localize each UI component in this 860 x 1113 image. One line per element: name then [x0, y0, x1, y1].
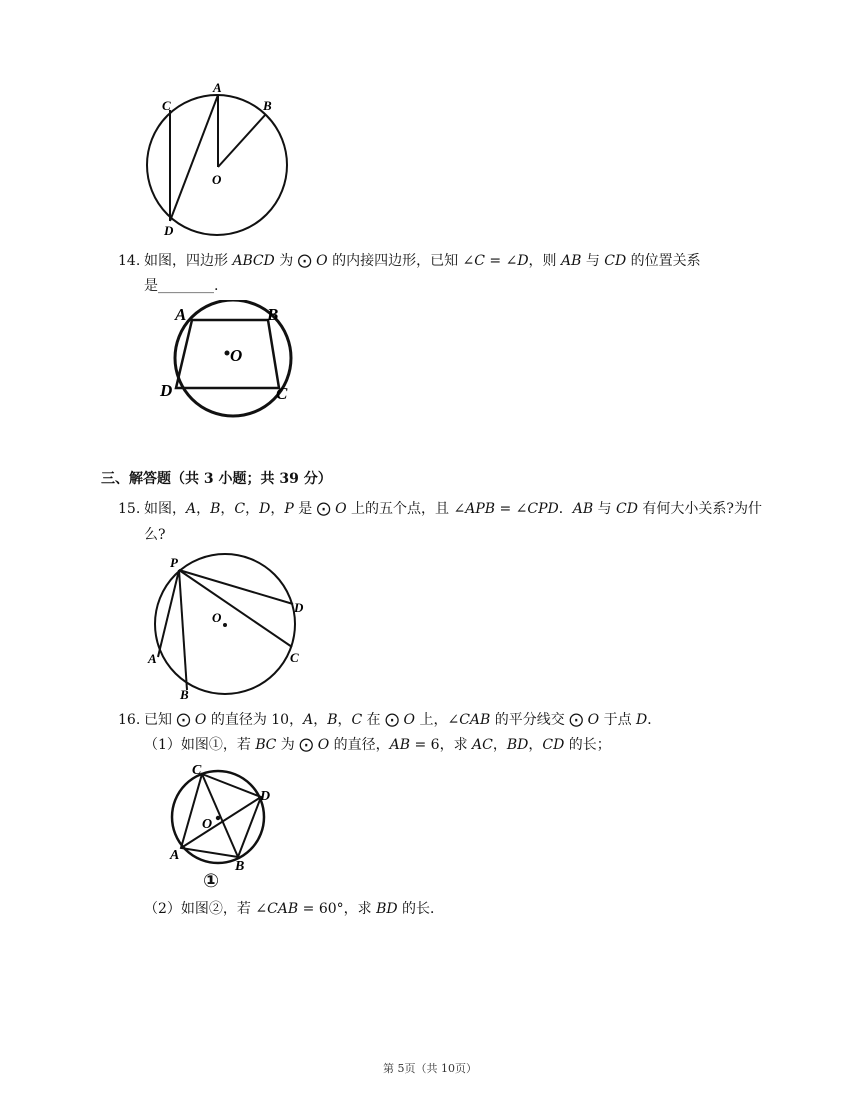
- segment-da: [170, 95, 218, 221]
- q14-text-line1: 如图，四边形 𝐴𝐵𝐶𝐷 为 ⨀ 𝑂 的内接四边形，已知 ∠𝐶 = ∠𝐷，则 𝐴𝐵 与 𝐶𝐷 的位置关系: [144, 253, 701, 269]
- figure-q16-1: [165, 760, 285, 895]
- q14-number: 14.: [118, 253, 141, 269]
- label-c: C: [276, 384, 288, 403]
- label-a: A: [175, 305, 187, 324]
- label-o: O: [212, 610, 222, 625]
- q15-text-line1: 如图，𝐴，𝐵，𝐶，𝐷，𝑃 是 ⨀ 𝑂 上的五个点，且 ∠𝐴𝑃𝐵 = ∠𝐶𝑃𝐷．𝐴𝐵 与 𝐶𝐷 有何大小关系?为什: [144, 501, 762, 517]
- center-dot: [223, 623, 227, 627]
- figure-q14: [155, 300, 305, 425]
- label-o: O: [202, 817, 213, 832]
- center-dot: [225, 351, 230, 356]
- q16-text-line1: 已知 ⨀ 𝑂 的直径为 10，𝐴，𝐵，𝐶 在 ⨀ 𝑂 上，∠𝐶𝐴𝐵 的平分线交 ⨀ 𝑂 于点 𝐷．: [144, 712, 662, 728]
- label-a: A: [213, 80, 222, 95]
- q16-number: 16.: [118, 712, 141, 728]
- label-b: B: [263, 98, 272, 113]
- segment-pb: [179, 570, 187, 690]
- label-c: C: [192, 763, 202, 778]
- label-d: D: [260, 789, 271, 804]
- figure-q15: [142, 552, 312, 702]
- label-d: D: [160, 381, 173, 400]
- page-footer: 第 5页（共 10页）: [383, 1062, 477, 1075]
- label-a: A: [148, 651, 157, 666]
- segment-pc: [179, 570, 292, 647]
- label-p: P: [170, 555, 178, 570]
- q15-text-line2: 么?: [144, 527, 166, 543]
- figure-caption-1: ①: [203, 870, 220, 892]
- label-c: C: [290, 650, 299, 665]
- center-dot: [216, 816, 220, 820]
- label-c: C: [162, 98, 171, 113]
- segment-ob: [218, 114, 266, 167]
- label-d: D: [164, 223, 174, 238]
- label-d: D: [294, 600, 304, 615]
- label-b: B: [235, 859, 245, 874]
- figure-q13: [140, 80, 300, 245]
- section-3-title: 三、解答题（共 3 小题；共 39 分）: [101, 471, 332, 487]
- label-o: O: [212, 172, 222, 187]
- q14-text-line2: 是________.: [144, 278, 219, 294]
- label-b: B: [180, 687, 189, 702]
- label-a: A: [170, 848, 180, 863]
- label-o: O: [230, 346, 243, 365]
- q16-part2: （2）如图②，若 ∠𝐶𝐴𝐵 = 60°，求 𝐵𝐷 的长．: [144, 901, 445, 917]
- q15-number: 15.: [118, 501, 141, 517]
- q16-part1: （1）如图①，若 𝐵𝐶 为 ⨀ 𝑂 的直径，𝐴𝐵 = 6，求 𝐴𝐶，𝐵𝐷，𝐶𝐷 的长；: [144, 737, 611, 753]
- label-b: B: [267, 305, 279, 324]
